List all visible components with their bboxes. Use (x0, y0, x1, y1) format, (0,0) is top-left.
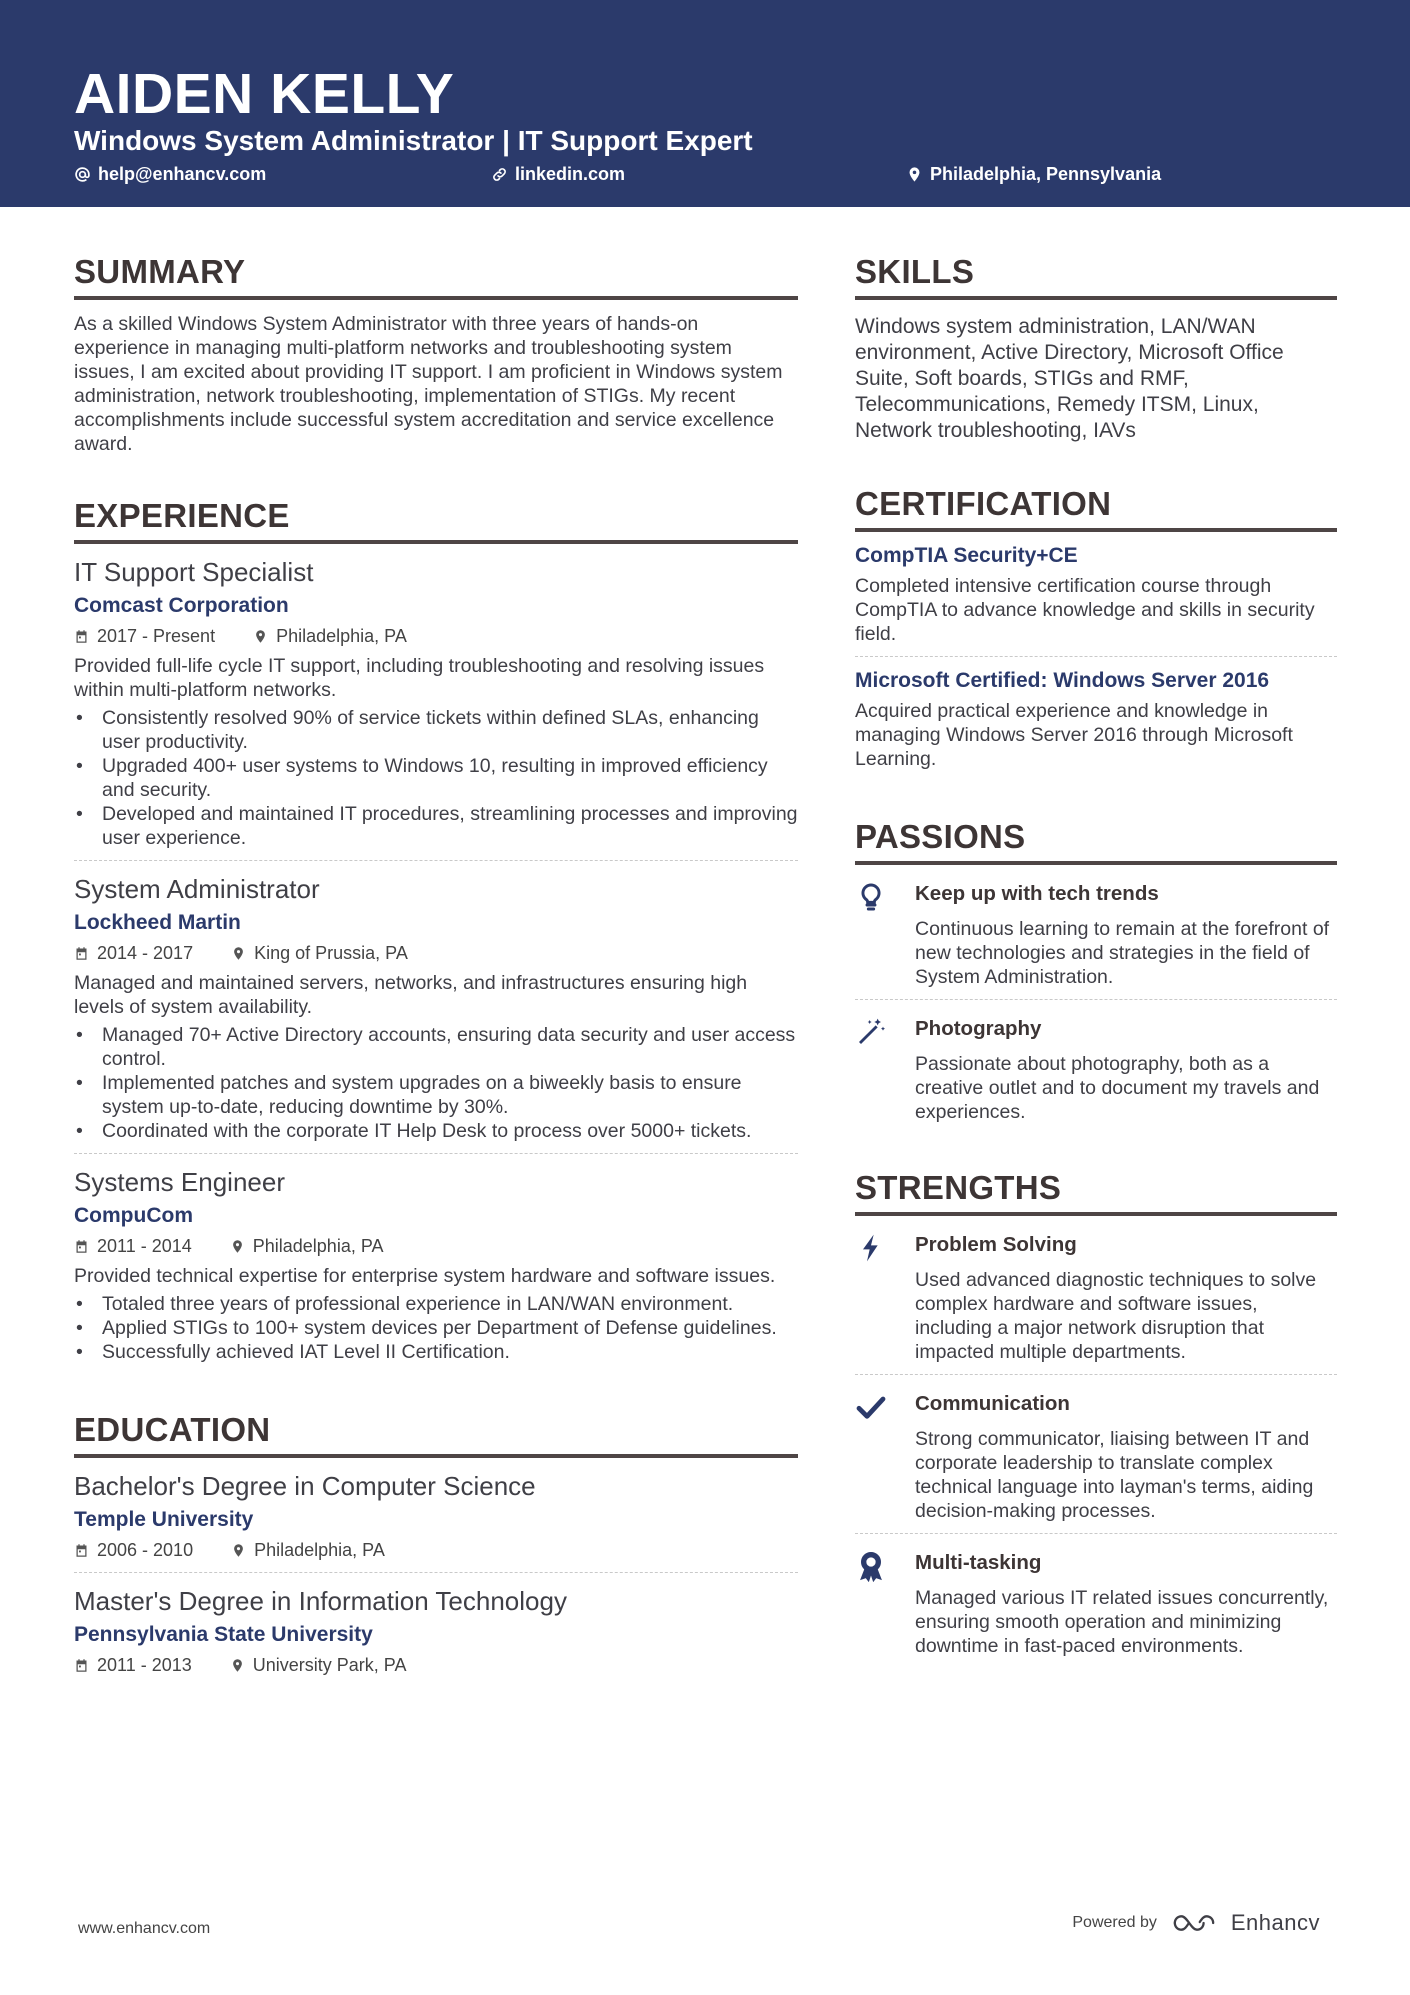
map-pin-icon (231, 946, 246, 961)
job-bullet: • Upgraded 400+ user systems to Windows 10, resulting in improved efficiency and security. (74, 754, 798, 802)
education-location: University Park, PA (252, 1655, 407, 1675)
school: Pennsylvania State University (74, 1623, 373, 1646)
job-description: Provided full-life cycle IT support, including troubleshooting and resolving issues within multi-platform networks. (74, 655, 765, 701)
experience-section (74, 496, 798, 1374)
right-column (855, 252, 1337, 1708)
job-company: Lockheed Martin (74, 911, 241, 934)
summary-section (74, 252, 798, 456)
map-pin-icon (230, 1658, 245, 1673)
strength-entry (855, 1534, 1337, 1668)
passion-entry (855, 865, 1337, 1000)
education-dates: 2006 - 2010 (97, 1540, 194, 1560)
job-role: System Administrator (74, 874, 320, 904)
job-bullet: • Applied STIGs to 100+ system devices per Department of Defense guidelines. (74, 1316, 798, 1340)
strength-title: Problem Solving (915, 1233, 1077, 1256)
contact-email[interactable] (74, 162, 266, 186)
map-pin-icon (906, 166, 923, 183)
location-text: Philadelphia, Pennsylvania (930, 164, 1162, 184)
education-heading: EDUCATION (74, 1410, 798, 1458)
job-meta (74, 941, 798, 965)
passion-title: Keep up with tech trends (915, 882, 1159, 905)
magic-wand-icon (855, 1016, 887, 1048)
passion-description: Continuous learning to remain at the forefront of new technologies and strategies in the field of System Administration. (915, 918, 1330, 988)
degree: Master's Degree in Information Technology (74, 1586, 567, 1616)
passion-entry (855, 1000, 1337, 1134)
strengths-heading: STRENGTHS (855, 1168, 1337, 1216)
job-bullet: • Coordinated with the corporate IT Help Desk to process over 5000+ tickets. (74, 1119, 798, 1143)
award-ribbon-icon (855, 1550, 887, 1582)
linkedin-text: linkedin.com (515, 164, 626, 184)
resume-header (0, 0, 1410, 207)
job-bullet: • Totaled three years of professional experience in LAN/WAN environment. (74, 1292, 798, 1316)
education-meta (74, 1538, 798, 1562)
job-entry (74, 1154, 798, 1374)
enhancv-logo-icon (1171, 1911, 1217, 1935)
job-role: IT Support Specialist (74, 557, 314, 587)
job-description: Provided technical expertise for enterprise system hardware and software issues. (74, 1265, 776, 1287)
email-text: help@enhancv.com (98, 164, 267, 184)
job-dates: 2011 - 2014 (97, 1236, 192, 1256)
certification-entry (855, 657, 1337, 781)
education-entry (74, 1458, 798, 1573)
job-meta (74, 624, 798, 648)
summary-heading: SUMMARY (74, 252, 798, 300)
education-entry (74, 1573, 798, 1687)
job-role: Systems Engineer (74, 1167, 285, 1197)
certification-heading: CERTIFICATION (855, 484, 1337, 532)
job-company: Comcast Corporation (74, 594, 289, 617)
job-bullets (74, 706, 798, 850)
candidate-name: AIDEN KELLY (74, 62, 455, 126)
job-meta (74, 1234, 798, 1258)
strength-description: Strong communicator, liaising between IT and corporate leadership to translate complex technical language into layman's terms, aiding decision-making processes. (915, 1428, 1314, 1522)
calendar-icon (74, 1543, 89, 1558)
calendar-icon (74, 1658, 89, 1673)
education-dates: 2011 - 2013 (97, 1655, 192, 1675)
job-bullets (74, 1023, 798, 1143)
summary-text: As a skilled Windows System Administrator with three years of hands-on experience in managing multi-platform networks and troubleshooting system issues, I am excited about providing IT support. I am proficient in Windows system administration, network troubleshooting, implementation of STIGs. My recent accomplishments include successful system accreditation and service excellence award. (74, 313, 783, 455)
certification-title: CompTIA Security+CE (855, 544, 1078, 567)
footer-website[interactable]: www.enhancv.com (78, 1920, 211, 1937)
map-pin-icon (230, 1239, 245, 1254)
job-dates: 2014 - 2017 (97, 943, 194, 963)
job-location: Philadelphia, PA (276, 626, 407, 646)
enhancv-brand: Enhancv (1230, 1910, 1320, 1935)
job-entry (74, 861, 798, 1154)
job-location: King of Prussia, PA (254, 943, 408, 963)
map-pin-icon (231, 1543, 246, 1558)
strength-entry (855, 1375, 1337, 1534)
education-meta (74, 1653, 798, 1677)
passion-title: Photography (915, 1017, 1042, 1040)
contact-location (906, 162, 1161, 186)
school: Temple University (74, 1508, 254, 1531)
contact-linkedin[interactable] (491, 162, 625, 186)
strength-title: Communication (915, 1392, 1070, 1415)
calendar-icon (74, 1239, 89, 1254)
link-icon (491, 166, 508, 183)
candidate-title: Windows System Administrator | IT Support Expert (74, 125, 753, 156)
checkmark-icon (855, 1391, 887, 1423)
job-bullet: • Developed and maintained IT procedures, streamlining processes and improving user experience. (74, 802, 798, 850)
skills-section (855, 252, 1337, 444)
certification-entry (855, 532, 1337, 657)
passions-heading: PASSIONS (855, 817, 1337, 865)
footer-branding (1072, 1910, 1320, 1936)
job-bullet: • Consistently resolved 90% of service tickets within defined SLAs, enhancing user productivity. (74, 706, 798, 754)
map-pin-icon (253, 629, 268, 644)
calendar-icon (74, 946, 89, 961)
job-bullet: • Implemented patches and system upgrades on a biweekly basis to ensure system up-to-date, reducing downtime by 30%. (74, 1071, 798, 1119)
at-sign-icon (74, 166, 91, 183)
left-column (74, 252, 798, 1727)
lightbulb-icon (855, 881, 887, 913)
job-location: Philadelphia, PA (252, 1236, 384, 1256)
passion-description: Passionate about photography, both as a creative outlet and to document my travels and experiences. (915, 1053, 1320, 1123)
education-location: Philadelphia, PA (254, 1540, 385, 1560)
passions-section (855, 817, 1337, 1134)
job-bullets (74, 1292, 798, 1364)
strengths-section (855, 1168, 1337, 1668)
degree: Bachelor's Degree in Computer Science (74, 1471, 536, 1501)
certification-description: Acquired practical experience and knowledge in managing Windows Server 2016 through Microsoft Learning. (855, 700, 1293, 770)
experience-heading: EXPERIENCE (74, 496, 798, 544)
skills-heading: SKILLS (855, 252, 1337, 300)
calendar-icon (74, 629, 89, 644)
strength-entry (855, 1216, 1337, 1375)
job-bullet: • Successfully achieved IAT Level II Certification. (74, 1340, 798, 1364)
job-dates: 2017 - Present (97, 626, 216, 646)
skills-text: Windows system administration, LAN/WAN environment, Active Directory, Microsoft Office Suite, Soft boards, STIGs and RMF, Telecommunications, Remedy ITSM, Linux, Network troubleshooting, IAVs (855, 315, 1284, 442)
job-bullet: • Managed 70+ Active Directory accounts, ensuring data security and user access control. (74, 1023, 798, 1071)
strength-description: Managed various IT related issues concurrently, ensuring smooth operation and minimizing downtime in fast-paced environments. (915, 1587, 1329, 1657)
powered-by-label: Powered by (1072, 1914, 1157, 1931)
job-description: Managed and maintained servers, networks, and infrastructures ensuring high levels of system availability. (74, 972, 748, 1018)
certification-section (855, 484, 1337, 781)
education-section (74, 1410, 798, 1687)
strength-title: Multi-tasking (915, 1551, 1042, 1574)
job-entry (74, 544, 798, 861)
strength-description: Used advanced diagnostic techniques to solve complex hardware and software issues, including a major network disruption that impacted multiple departments. (915, 1269, 1317, 1363)
certification-title: Microsoft Certified: Windows Server 2016 (855, 669, 1270, 692)
lightning-bolt-icon (855, 1232, 887, 1264)
job-company: CompuCom (74, 1204, 193, 1227)
certification-description: Completed intensive certification course through CompTIA to advance knowledge and skills in security field. (855, 575, 1315, 645)
